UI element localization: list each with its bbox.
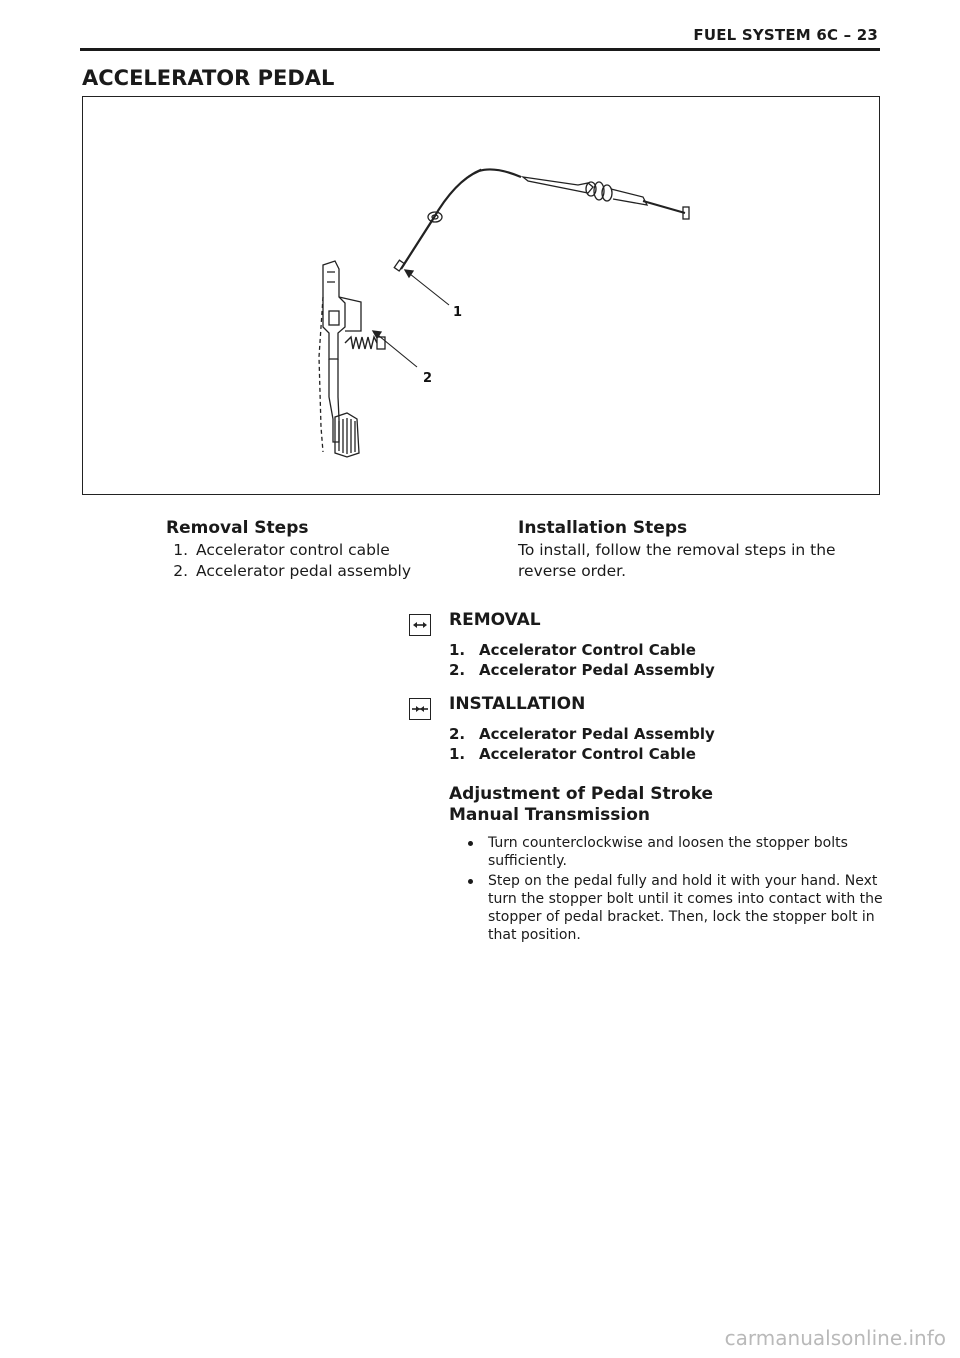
adjustment-bullets bbox=[466, 834, 886, 946]
adjustment-heading bbox=[449, 784, 713, 826]
bullet-dot-icon bbox=[468, 841, 473, 846]
page-title: ACCELERATOR PEDAL bbox=[82, 66, 335, 90]
adjustment-heading-line1: Adjustment of Pedal Stroke bbox=[449, 784, 714, 804]
item-text: Accelerator Control Cable bbox=[479, 745, 696, 763]
adjustment-heading-line2: Manual Transmission bbox=[449, 805, 651, 825]
installation-steps-text: To install, follow the removal steps in the reverse order. bbox=[518, 541, 836, 580]
installation-arrows-in-icon bbox=[409, 698, 431, 720]
installation-steps-section bbox=[518, 518, 870, 582]
callout-1: 1 bbox=[453, 305, 463, 320]
step-number: 2. bbox=[173, 562, 188, 580]
cable-engine-fitting bbox=[523, 177, 593, 193]
list-item bbox=[449, 660, 715, 680]
list-item bbox=[449, 640, 715, 660]
leader-1 bbox=[405, 270, 449, 305]
step-text: Accelerator pedal assembly bbox=[196, 562, 412, 580]
removal-heading: REMOVAL bbox=[449, 610, 541, 630]
installation-heading: INSTALLATION bbox=[449, 694, 586, 714]
header-rule bbox=[80, 48, 880, 51]
callout-2: 2 bbox=[423, 371, 433, 386]
removal-list bbox=[449, 640, 715, 680]
watermark: carmanualsonline.info bbox=[724, 1326, 946, 1350]
removal-arrows-out-icon bbox=[409, 614, 431, 636]
item-number: 2. bbox=[449, 725, 466, 743]
installation-steps-heading: Installation Steps bbox=[518, 518, 688, 538]
accelerator-pedal-figure bbox=[82, 96, 880, 495]
removal-steps-section bbox=[166, 518, 411, 582]
bullet-text: Turn counterclockwise and loosen the stopper bolts sufficiently. bbox=[488, 835, 848, 869]
list-item bbox=[449, 724, 715, 744]
list-item bbox=[466, 872, 886, 944]
removal-steps-list bbox=[166, 540, 411, 582]
bullet-dot-icon bbox=[468, 879, 473, 884]
item-number: 2. bbox=[449, 661, 466, 679]
running-header: FUEL SYSTEM 6C – 23 bbox=[693, 26, 878, 44]
list-item bbox=[466, 834, 886, 870]
bullet-text: Step on the pedal fully and hold it with your hand. Next turn the stopper bolt until it comes into contact with the stopper of pedal bracket. Then, lock the stopper bolt in that position. bbox=[488, 873, 883, 943]
list-item bbox=[166, 540, 411, 561]
item-text: Accelerator Pedal Assembly bbox=[479, 725, 715, 743]
pedal-arm bbox=[329, 359, 339, 442]
stopper-spring bbox=[345, 337, 377, 349]
step-text: Accelerator control cable bbox=[196, 541, 390, 559]
step-number: 1. bbox=[173, 541, 188, 559]
item-number: 1. bbox=[449, 745, 466, 763]
list-item bbox=[166, 561, 411, 582]
installation-list bbox=[449, 724, 715, 764]
cable-sheath bbox=[401, 169, 521, 269]
item-text: Accelerator Pedal Assembly bbox=[479, 661, 715, 679]
item-text: Accelerator Control Cable bbox=[479, 641, 696, 659]
removal-steps-heading: Removal Steps bbox=[166, 518, 309, 538]
list-item bbox=[449, 744, 715, 764]
item-number: 1. bbox=[449, 641, 466, 659]
pedal-and-cable-illustration bbox=[83, 97, 881, 496]
pedal-bracket bbox=[323, 261, 345, 359]
